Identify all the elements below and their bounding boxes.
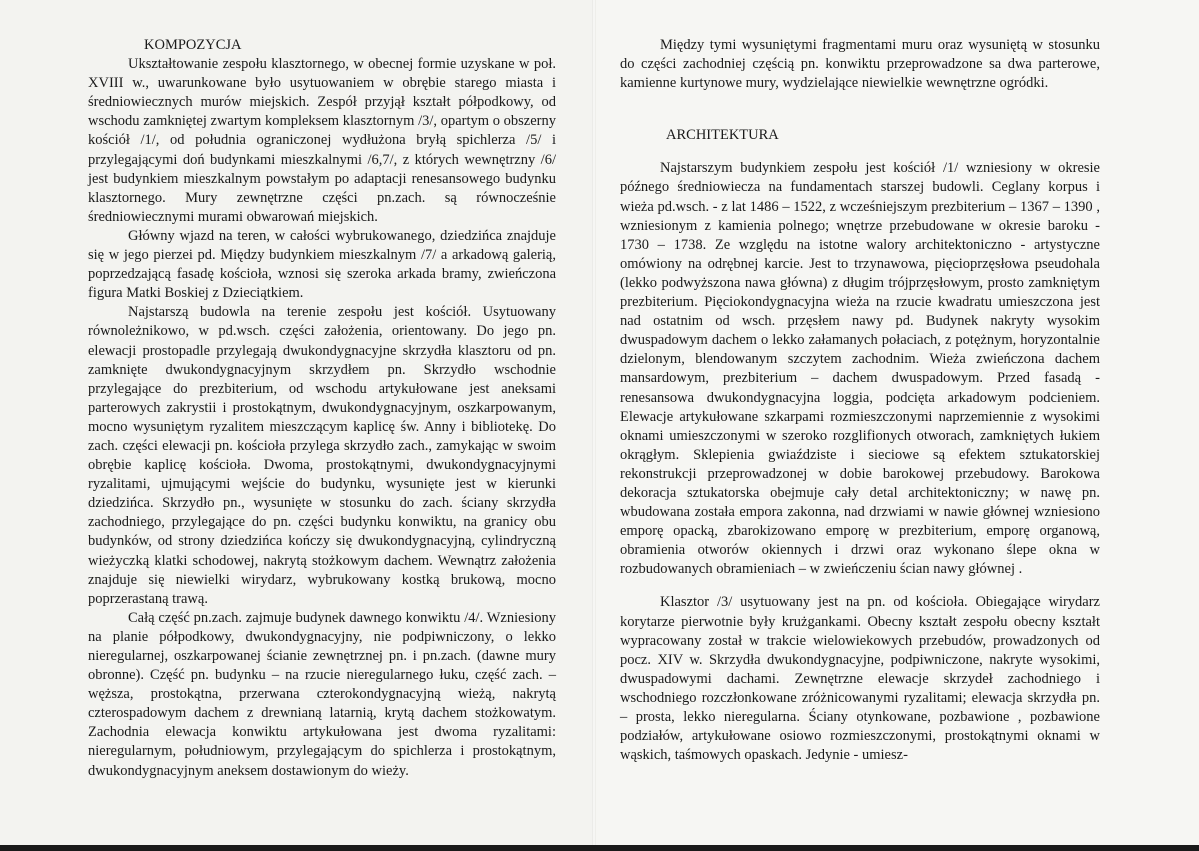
spacer [620, 93, 1100, 126]
paragraph: Główny wjazd na teren, w całości wybrukowanego, dziedzińca znajduje się w jego pierzei pd. Między budynkiem mieszkalnym /7/ a arkadową galerią, poprzedzającą fasadę kościoła, wznosi się szeroka arkada bramy, zwieńczona figura Matki Boskiej z Dzieciątkiem. [88, 227, 556, 302]
section-heading-kompozycja: KOMPOZYCJA [144, 37, 242, 53]
page-fold [592, 0, 596, 851]
section-heading-architektura: ARCHITEKTURA [666, 127, 779, 144]
right-column [620, 36, 1100, 765]
paragraph: Klasztor /3/ usytuowany jest na pn. od kościoła. Obiegające wirydarz korytarze pierwotnie były krużgankami. Obecny kształt zespołu obecny kształt wypracowany został w trakcie wielowiekowych przebudów, prowadzonych od pocz. XIV w. Skrzydła dwukondygnacyjne, podpiwniczone, nakryte wysokimi, dwuspadowymi dachami. Zewnętrzne elewacje skrzydeł zachodniego i wschodniego rozczłonkowane zróżnicowanymi ryzalitami; elewacja skrzydła pn. – prosta, lekko nieregularna. Ściany otynkowane, pozbawione , pozbawione podziałów, artykułowane osiowo rozmieszczonymi, prostokątnymi oknami w wąskich, taśmowych opaskach. Jedynie - umiesz- [620, 594, 1100, 764]
paragraph: Najstarszym budynkiem zespołu jest kościół /1/ wzniesiony w okresie późnego średniowiecza na fundamentach starszej budowli. Ceglany korpus i wieża pd.wsch. - z lat 1486 – 1522, z wcześniejszym prezbiterium – 1367 – 1390 , wzniesionym z kamienia polnego; wnętrze przebudowane w okresie baroku - 1730 – 1738. Ze względu na istotne walory architektoniczno - artystyczne omówiony na odrębnej karcie. Jest to trzynawowa, pięcioprzęsłowa pseudohala (lekko podwyższona nawa główna) z długim trójprzęsłowym, prosto zamkniętym prezbiterium. Pięciokondygnacyjna wieża na rzucie kwadratu umieszczona jest nad ostatnim od wsch. przęsłem nawy pd. Budynek nakryty wysokim dwuspadowym dachem o lekko załamanych połaciach, z potężnym, horyzontalnie dzielonym, blendowanym szczytem zachodnim. Wieża zwieńczona dachem mansardowym, prezbiterium – dachem dwuspadowym. Przed fasadą - renesansowa dwukondygnacyjna loggia, podcięta arkadowym podcieniem. Elewacje artykułowane szkarpami rozmieszczonymi naprzemiennie z wysokimi oknami umieszczonymi w szeroko rozglifionych otworach, zamkniętych łukiem okrągłym. Sklepienia gwiaździste i sieciowe są efektem sztukatorskiej rekonstrukcji przeprowadzonej w dobie barokowej przebudowy. Barokowa dekoracja sztukatorska obejmuje cały detal architektoniczny; w nawę pn. wbudowana została empora zakonna, nad drzwiami w nawie głównej wzniesiono emporę opacką, zbarokizowano emporę w prezbiterium, emporę organową, obramienia otworów okiennych i drzwi oraz wykonano ślepe okna w rozbudowanych obramieniach – w zwieńczeniu ścian nawy głównej . [620, 160, 1100, 578]
paragraph: Ukształtowanie zespołu klasztornego, w obecnej formie uzyskane w poł. XVIII w., uwarunkowane było usytuowaniem w obrębie starego miasta i średniowiecznych murów miejskich. Zespół przyjął kształt półpodkowy, od wschodu zamkniętej zwartym kompleksem klasztornym /3/, opartym o obszerny kościół /1/, od południa ograniczonej wydłużona bryłą spichlerza /5/ i przylegającymi doń budynkami mieszkalnymi /6,7/, z których wewnętrzny /6/ jest budynkiem mieszkalnym powstałym po adaptacji renesansowego budynku klasztornego. Mury zewnętrzne części pn.zach. są równocześnie średniowiecznymi murami obwarowań miejskich. [88, 56, 556, 225]
paragraph: Najstarszą budowla na terenie zespołu jest kościół. Usytuowany równoleżnikowo, w pd.wsch. części założenia, orientowany. Do jego pn. elewacji prostopadle przylegają dwukondygnacyjne skrzydła klasztoru od pn. zamknięte dwukondygnacyjnym skrzydłem pn. Skrzydło wschodnie przylegające do prezbiterium, od wschodu artykułowane jest aneksami parterowych zakrystii i prostokątnym, dwukondygnacyjnym, oszkarpowanym, mocno wysuniętym ryzalitem mieszczącym kaplicę św. Anny i bibliotekę. Do zach. części elewacji pn. kościoła przylega skrzydło zach., zamykając w swoim obrębie kaplicę kościoła. Dwoma, prostokątnymi, dwukondygnacyjnymi ryzalitami, ujmującymi wejście do budynku, wysunięte jest w kierunki dziedzińca. Skrzydło pn., wysunięte w stosunku do zach. ściany skrzydła zachodniego, przylegające do pn. części budynku konwiktu, na granicy obu budynków, od strony dziedzińca kończy się dwukondygnacyjną, cylindryczną wieżyczką klatki schodowej, nakrytą stożkowym dachem. Wewnątrz założenia znajduje się niewielki wirydarz, wybrukowany kostką brukową, mocno poprzerastaną trawą. [88, 304, 556, 607]
paragraph: Całą część pn.zach. zajmuje budynek dawnego konwiktu /4/. Wzniesiony na planie półpodkowy, dwukondygnacyjny, nie podpiwniczony, o lekko nieregularnej, oszkarpowanej ścianie zewnętrznej pn. i pn.zach. (dawne mury obronne). Część pn. budynku – na rzucie nieregularnego łuku, część zach. – węższa, prostokątna, przerwana czterokondygnacyjną wieżą, nakrytą czterospadowym dachem z drewnianą latarnią, krytą dachem stożkowatym. Zachodnia elewacja konwiktu artykułowana jest dwoma ryzalitami: nieregularnym, południowym, przylegającym do spichlerza i prostokątnym, dwukondygnacyjnym aneksem dostawionym do wieży. [88, 609, 556, 779]
scan-bottom-edge [0, 845, 1199, 851]
spacer [620, 579, 1100, 593]
spacer [620, 145, 1100, 159]
left-column [88, 36, 556, 781]
lead-paragraph: Między tymi wysuniętymi fragmentami muru oraz wysuniętą w stosunku do części zachodniej częścią pn. konwiktu przeprowadzone sa dwa parterowe, kamienne kurtynowe mury, wydzielające niewielkie wewnętrzne ogródki. [620, 37, 1100, 92]
